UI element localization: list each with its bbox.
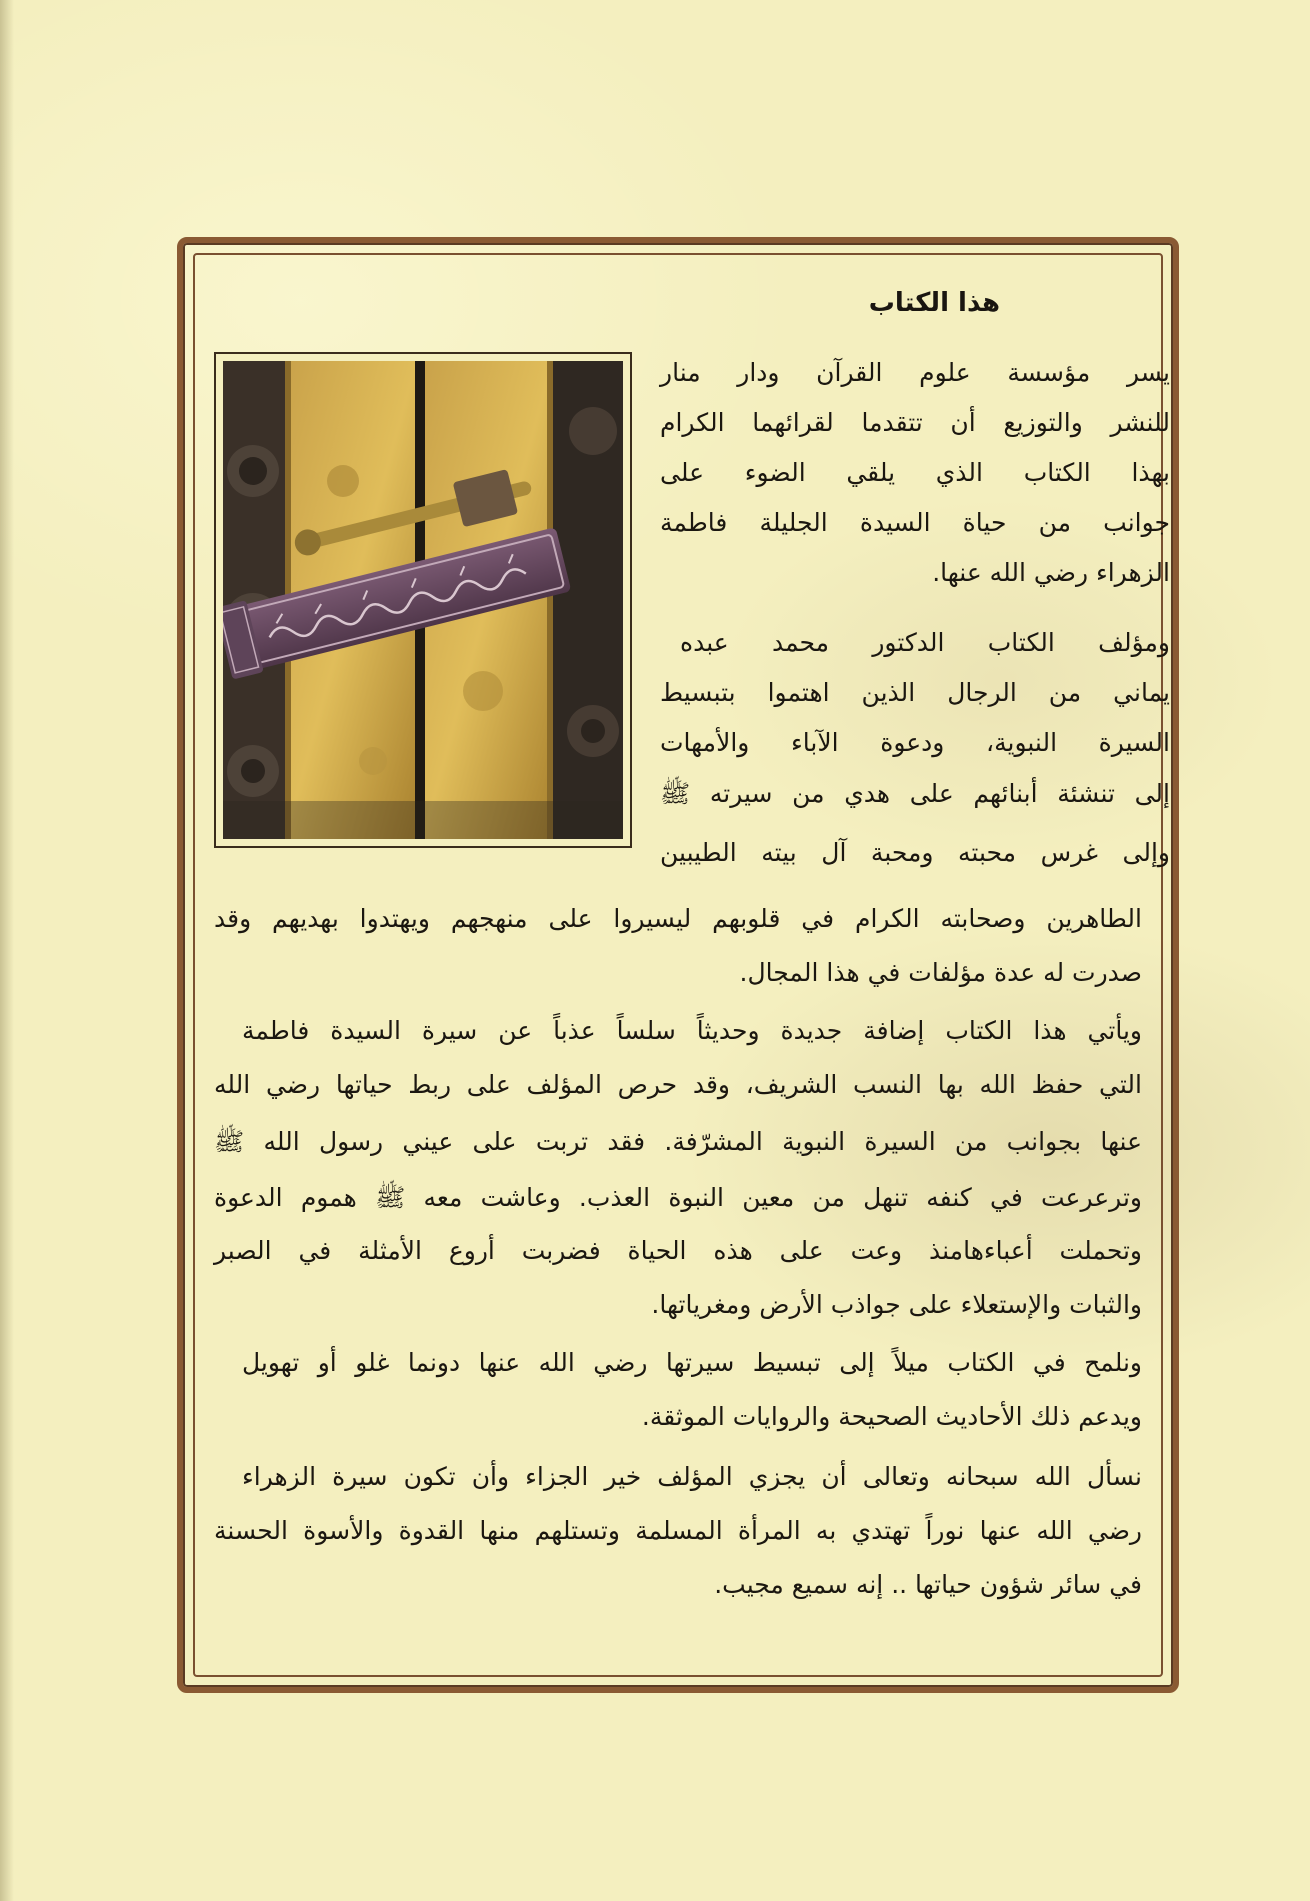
- text-line: والثبات والإستعلاء على جواذب الأرض ومغرياتها.: [651, 1290, 1142, 1319]
- text-line: رضي الله عنها نوراً تهتدي به المرأة المسلمة وتستلهم منها القدوة والأسوة الحسنة: [214, 1516, 1142, 1545]
- text-line: نسأل الله سبحانه وتعالى أن يجزي المؤلف خير الجزاء وأن تكون سيرة الزهراء: [242, 1462, 1142, 1491]
- text-line: السيرة النبوية، ودعوة الآباء والأمهات: [660, 728, 1170, 757]
- text-line: ومؤلف الكتاب الدكتور محمد عبده: [680, 628, 1170, 657]
- text-line: ونلمح في الكتاب ميلاً إلى تبسيط سيرتها رضي الله عنها دونما غلو أو تهويل: [242, 1348, 1142, 1377]
- text-line: وإلى غرس محبته ومحبة آل بيته الطيبين: [660, 838, 1170, 867]
- text-line: وتحملت أعباءهامنذ وعت على هذه الحياة فضربت أروع الأمثلة في الصبر: [214, 1236, 1142, 1265]
- text-line: عنها بجوانب من السيرة النبوية المشرّفة. فقد تربت على عيني رسول الله ﷺ: [214, 1127, 1142, 1156]
- page-title: هذا الكتاب: [868, 288, 1000, 318]
- book-spine-shadow: [0, 0, 14, 1901]
- kaaba-door-illustration: [223, 361, 623, 839]
- body-paragraphs: [214, 900, 1142, 1620]
- text-line: الزهراء رضي الله عنها.: [932, 558, 1170, 587]
- text-line: للنشر والتوزيع أن تتقدما لقرائهما الكرام: [660, 408, 1170, 437]
- text-line: جوانب من حياة السيدة الجليلة فاطمة: [660, 508, 1170, 537]
- text-line: وترعرعت في كنفه تنهل من معين النبوة العذب. وعاشت معه ﷺ هموم الدعوة: [214, 1183, 1142, 1212]
- text-line: بهذا الكتاب الذي يلقي الضوء على: [660, 458, 1170, 487]
- text-line: يسر مؤسسة علوم القرآن ودار منار: [660, 358, 1170, 387]
- kaaba-door-photo: [223, 361, 623, 839]
- intro-paragraph: [660, 352, 1170, 872]
- text-line: إلى تنشئة أبنائهم على هدي من سيرته ﷺ: [660, 779, 1170, 808]
- text-line: صدرت له عدة مؤلفات في هذا المجال.: [739, 958, 1142, 987]
- text-line: الطاهرين وصحابته الكرام في قلوبهم ليسيروا على منهجهم ويهتدوا بهديهم وقد: [214, 904, 1142, 933]
- text-line: التي حفظ الله بها النسب الشريف، وقد حرص المؤلف على ربط حياتها رضي الله: [214, 1070, 1142, 1099]
- text-line: في سائر شؤون حياتها .. إنه سميع مجيب.: [714, 1570, 1142, 1599]
- text-line: ويدعم ذلك الأحاديث الصحيحة والروايات الموثقة.: [641, 1402, 1142, 1431]
- cover-photo-frame: [214, 352, 632, 848]
- text-line: ويأتي هذا الكتاب إضافة جديدة وحديثاً سلساً عذباً عن سيرة السيدة فاطمة: [242, 1016, 1142, 1045]
- text-line: يماني من الرجال الذين اهتموا بتبسيط: [660, 678, 1170, 707]
